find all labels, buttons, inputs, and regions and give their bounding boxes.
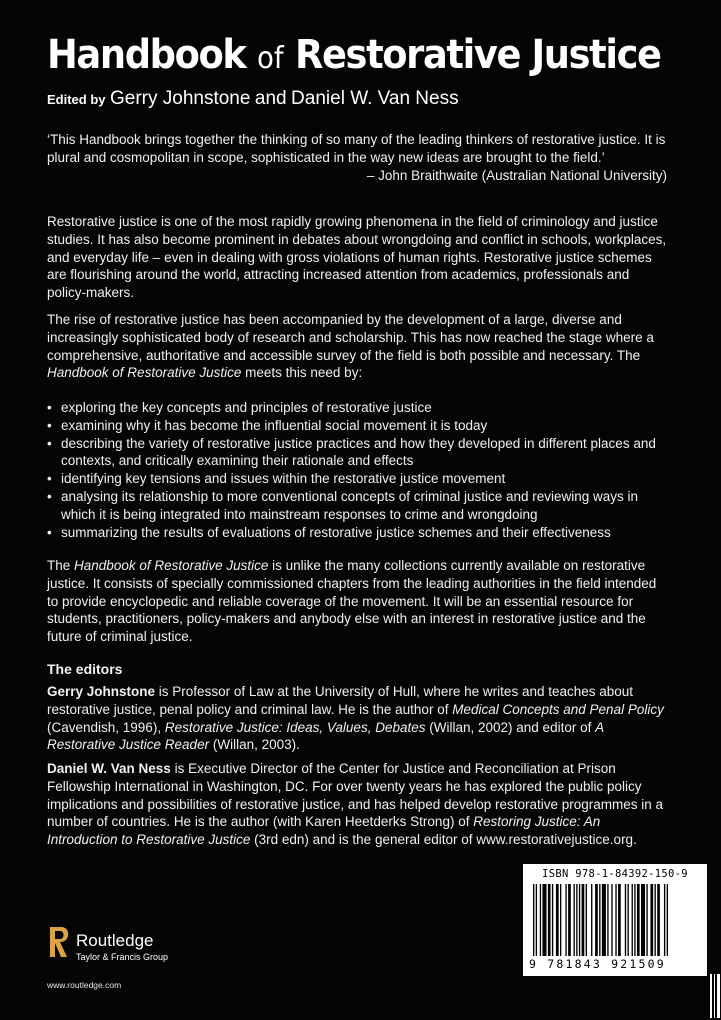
barcode-bar: [615, 884, 616, 956]
barcode-bar: [634, 884, 635, 956]
barcode-bar: [536, 884, 537, 956]
barcode-bar: [565, 884, 566, 956]
barcode-bar: [586, 884, 587, 956]
barcode-bar: [650, 884, 653, 956]
bio-1-book-1: Medical Concepts and Penal Policy: [452, 701, 664, 717]
quote-text: ‘This Handbook brings together the thinking of so many of the leading thinkers of restorative justice. It is plural and cosmopolitan in scope, sophisticated in the way new ideas are brought to the field.’: [47, 132, 666, 165]
paragraph-3-start: The: [47, 558, 71, 573]
barcode-bar: [628, 884, 629, 956]
isbn-number: ISBN 978-1-84392-150-9: [542, 868, 688, 880]
editors-heading: The editors: [47, 661, 123, 677]
bio-2-book-1: Restoring Justice: An Introduction to Restorative Justice: [47, 814, 601, 848]
list-item: [47, 435, 667, 471]
bio-1-text: (Cavendish, 1996),: [47, 719, 162, 735]
title-part-1: Handbook: [47, 32, 246, 78]
paragraph-3-text: is unlike the many collections currently available on restorative justice. It consists of specially commissioned chapters from the leading authorities in the field intended to provide encyclopedic and reliable coverage of the movement. It will be an essential resource for students, practitioners, policy-makers and anybody else with an interest in restorative justice and the future of criminal justice.: [47, 558, 657, 645]
barcode-bar: [576, 884, 577, 956]
publisher-group: Taylor & Francis Group: [76, 952, 169, 962]
bullet-icon: •: [47, 435, 52, 451]
barcode-bar: [574, 884, 575, 956]
barcode-bar: [552, 884, 553, 956]
bullet-icon: •: [47, 417, 52, 433]
publisher-name: Routledge: [76, 931, 154, 950]
paragraph-1-text: Restorative justice is one of the most rapidly growing phenomena in the field of criminology and justice studies. It has also become prominent in debates about wrongdoing and conflict in schools, workplaces, and everyday life – even in dealing with gross violations of human rights. Restorative justice schemes are flourishing around the world, attracting increased attention from academics, professionals and policy-makers.: [47, 214, 667, 301]
barcode-bar: [602, 884, 606, 956]
barcode-bars: [533, 884, 697, 956]
barcode-bar: [637, 884, 640, 956]
quote-attribution: – John Braithwaite (Australian National University): [366, 167, 667, 183]
bio-1-text: is Professor of Law at the University of Hull, where he writes and teaches about restorative justice, penal policy and criminal law. He is the author of: [47, 684, 634, 717]
bio-2-text: is Executive Director of the Center for Justice and Reconciliation at Prison Fellowship International in Washington, DC. For over twenty years he has explored the public policy implications and possibilities of restorative justice, and has helped develop restorative programmes in a number of countries. He is the author (with Karen Heetderks Strong) of: [47, 761, 664, 830]
barcode-bar: [625, 884, 626, 956]
barcode-bar: [568, 884, 571, 956]
bullet-icon: •: [47, 471, 52, 487]
bio-2-name: Daniel W. Van Ness: [47, 761, 171, 776]
paragraph-2-text: The rise of restorative justice has been accompanied by the development of a large, diverse and increasingly sophisticated body of research and scholarship. This has now reached the stage where a comprehensive, authoritative and accessible survey of the field is both possible and necessary. The: [47, 312, 654, 363]
barcode-bar: [618, 884, 621, 956]
routledge-r-icon: [47, 924, 71, 960]
list-item: [47, 470, 667, 488]
list-item-text: analysing its relationship to more conventional concepts of criminal justice and reviewing ways in which it is being integrated into mainstream responses to crime and wrongdoing: [61, 488, 639, 522]
barcode-bar: [655, 884, 656, 956]
barcode-digits: 9 781843 921509: [529, 957, 666, 971]
publisher-website: www.routledge.com: [47, 980, 122, 990]
bio-1-book-3: A Restorative Justice Reader: [47, 719, 604, 753]
bio-1-text: (Willan, 2002) and editor of: [429, 719, 592, 735]
editor-bio-1: [47, 683, 667, 754]
barcode-bar: [542, 884, 546, 956]
barcode-bar: [591, 884, 592, 956]
bio-1-text: (Willan, 2003).: [212, 737, 300, 753]
barcode-bar: [595, 884, 598, 956]
barcode-bar: [667, 884, 668, 956]
barcode-bar: [582, 884, 585, 956]
list-item: [47, 488, 667, 524]
barcode-bar: [560, 884, 561, 956]
bio-1-book-2: Restorative Justice: Ideas, Values, Debates: [164, 719, 426, 735]
barcode-bar: [579, 884, 580, 956]
barcode-bar: [540, 884, 541, 956]
list-item-text: summarizing the results of evaluations of restorative justice schemes and their effectiveness: [61, 524, 611, 540]
list-item: [47, 524, 667, 542]
barcode-bar: [664, 884, 665, 956]
editors-line: [47, 88, 459, 110]
endorsement-quote: [47, 131, 667, 184]
paragraph-3-italic-title: Handbook of Restorative Justice: [74, 558, 269, 573]
list-item-text: examining why it has become the influential social movement it is today: [61, 417, 488, 433]
paragraph-2-italic-title: Handbook of Restorative Justice: [47, 365, 242, 381]
editors-and: and: [254, 88, 287, 109]
description-paragraph-2: [47, 311, 667, 382]
list-item: [47, 399, 667, 417]
barcode-bar: [556, 884, 559, 956]
list-item-text: identifying key tensions and issues within the restorative justice movement: [61, 471, 506, 487]
book-title: [47, 30, 661, 84]
bullet-icon: •: [47, 524, 52, 540]
barcode-bar: [599, 884, 600, 956]
bio-2-text: (3rd edn) and is the general editor of www.restorativejustice.org.: [254, 832, 637, 848]
description-paragraph-1: [47, 213, 667, 302]
bio-1-name: Gerry Johnstone: [47, 684, 156, 699]
barcode-bar: [632, 884, 633, 956]
paragraph-2-end: meets this need by:: [245, 365, 363, 381]
isbn-barcode: [523, 864, 707, 976]
barcode-bar: [607, 884, 608, 956]
list-item-text: describing the variety of restorative justice practices and how they developed in different places and contexts, and critically examining their rationale and effects: [61, 435, 656, 469]
editor-2-name: Daniel W. Van Ness: [291, 88, 459, 109]
title-of: of: [256, 41, 284, 76]
description-paragraph-3: [47, 557, 667, 646]
edited-by-label: Edited by: [47, 92, 106, 107]
title-part-2: Restorative Justice: [295, 32, 661, 78]
bullet-icon: •: [47, 400, 52, 415]
list-item: [47, 417, 667, 435]
edge-registration-mark: [708, 968, 721, 1020]
bullet-icon: •: [47, 488, 52, 504]
barcode-bar: [641, 884, 645, 956]
barcode-bar: [657, 884, 660, 956]
editor-bio-2: [47, 760, 667, 849]
list-item-text: exploring the key concepts and principles of restorative justice: [61, 400, 432, 415]
barcode-bar: [646, 884, 647, 956]
barcode-bar: [533, 884, 534, 956]
barcode-bar: [548, 884, 551, 956]
editor-1-name: Gerry Johnstone: [109, 88, 251, 109]
feature-list: [47, 399, 667, 541]
barcode-bar: [611, 884, 612, 956]
